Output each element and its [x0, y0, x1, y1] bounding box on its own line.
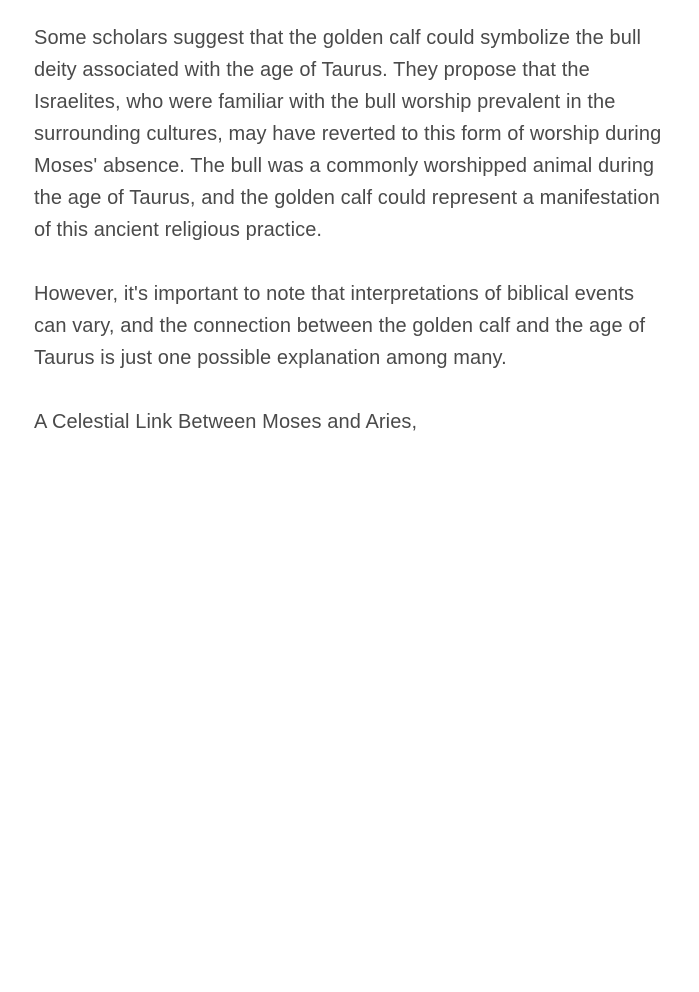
paragraph-celestial-link: A Celestial Link Between Moses and Aries,: [34, 411, 418, 433]
document-body: [34, 22, 666, 470]
paragraph-interpretation-note: However, it's important to note that interpretations of biblical events can vary, and the connection between the golden calf and the age of Taurus is just one possible explanation among many.: [34, 283, 646, 369]
paragraph-golden-calf-theory: Some scholars suggest that the golden calf could symbolize the bull deity associated with the age of Taurus. They propose that the Israelites, who were familiar with the bull worship prevalent in the surrounding cultures, may have reverted to this form of worship during Moses' absence. The bull was a commonly worshipped animal during the age of Taurus, and the golden calf could represent a manifestation of this ancient religious practice.: [34, 27, 662, 241]
